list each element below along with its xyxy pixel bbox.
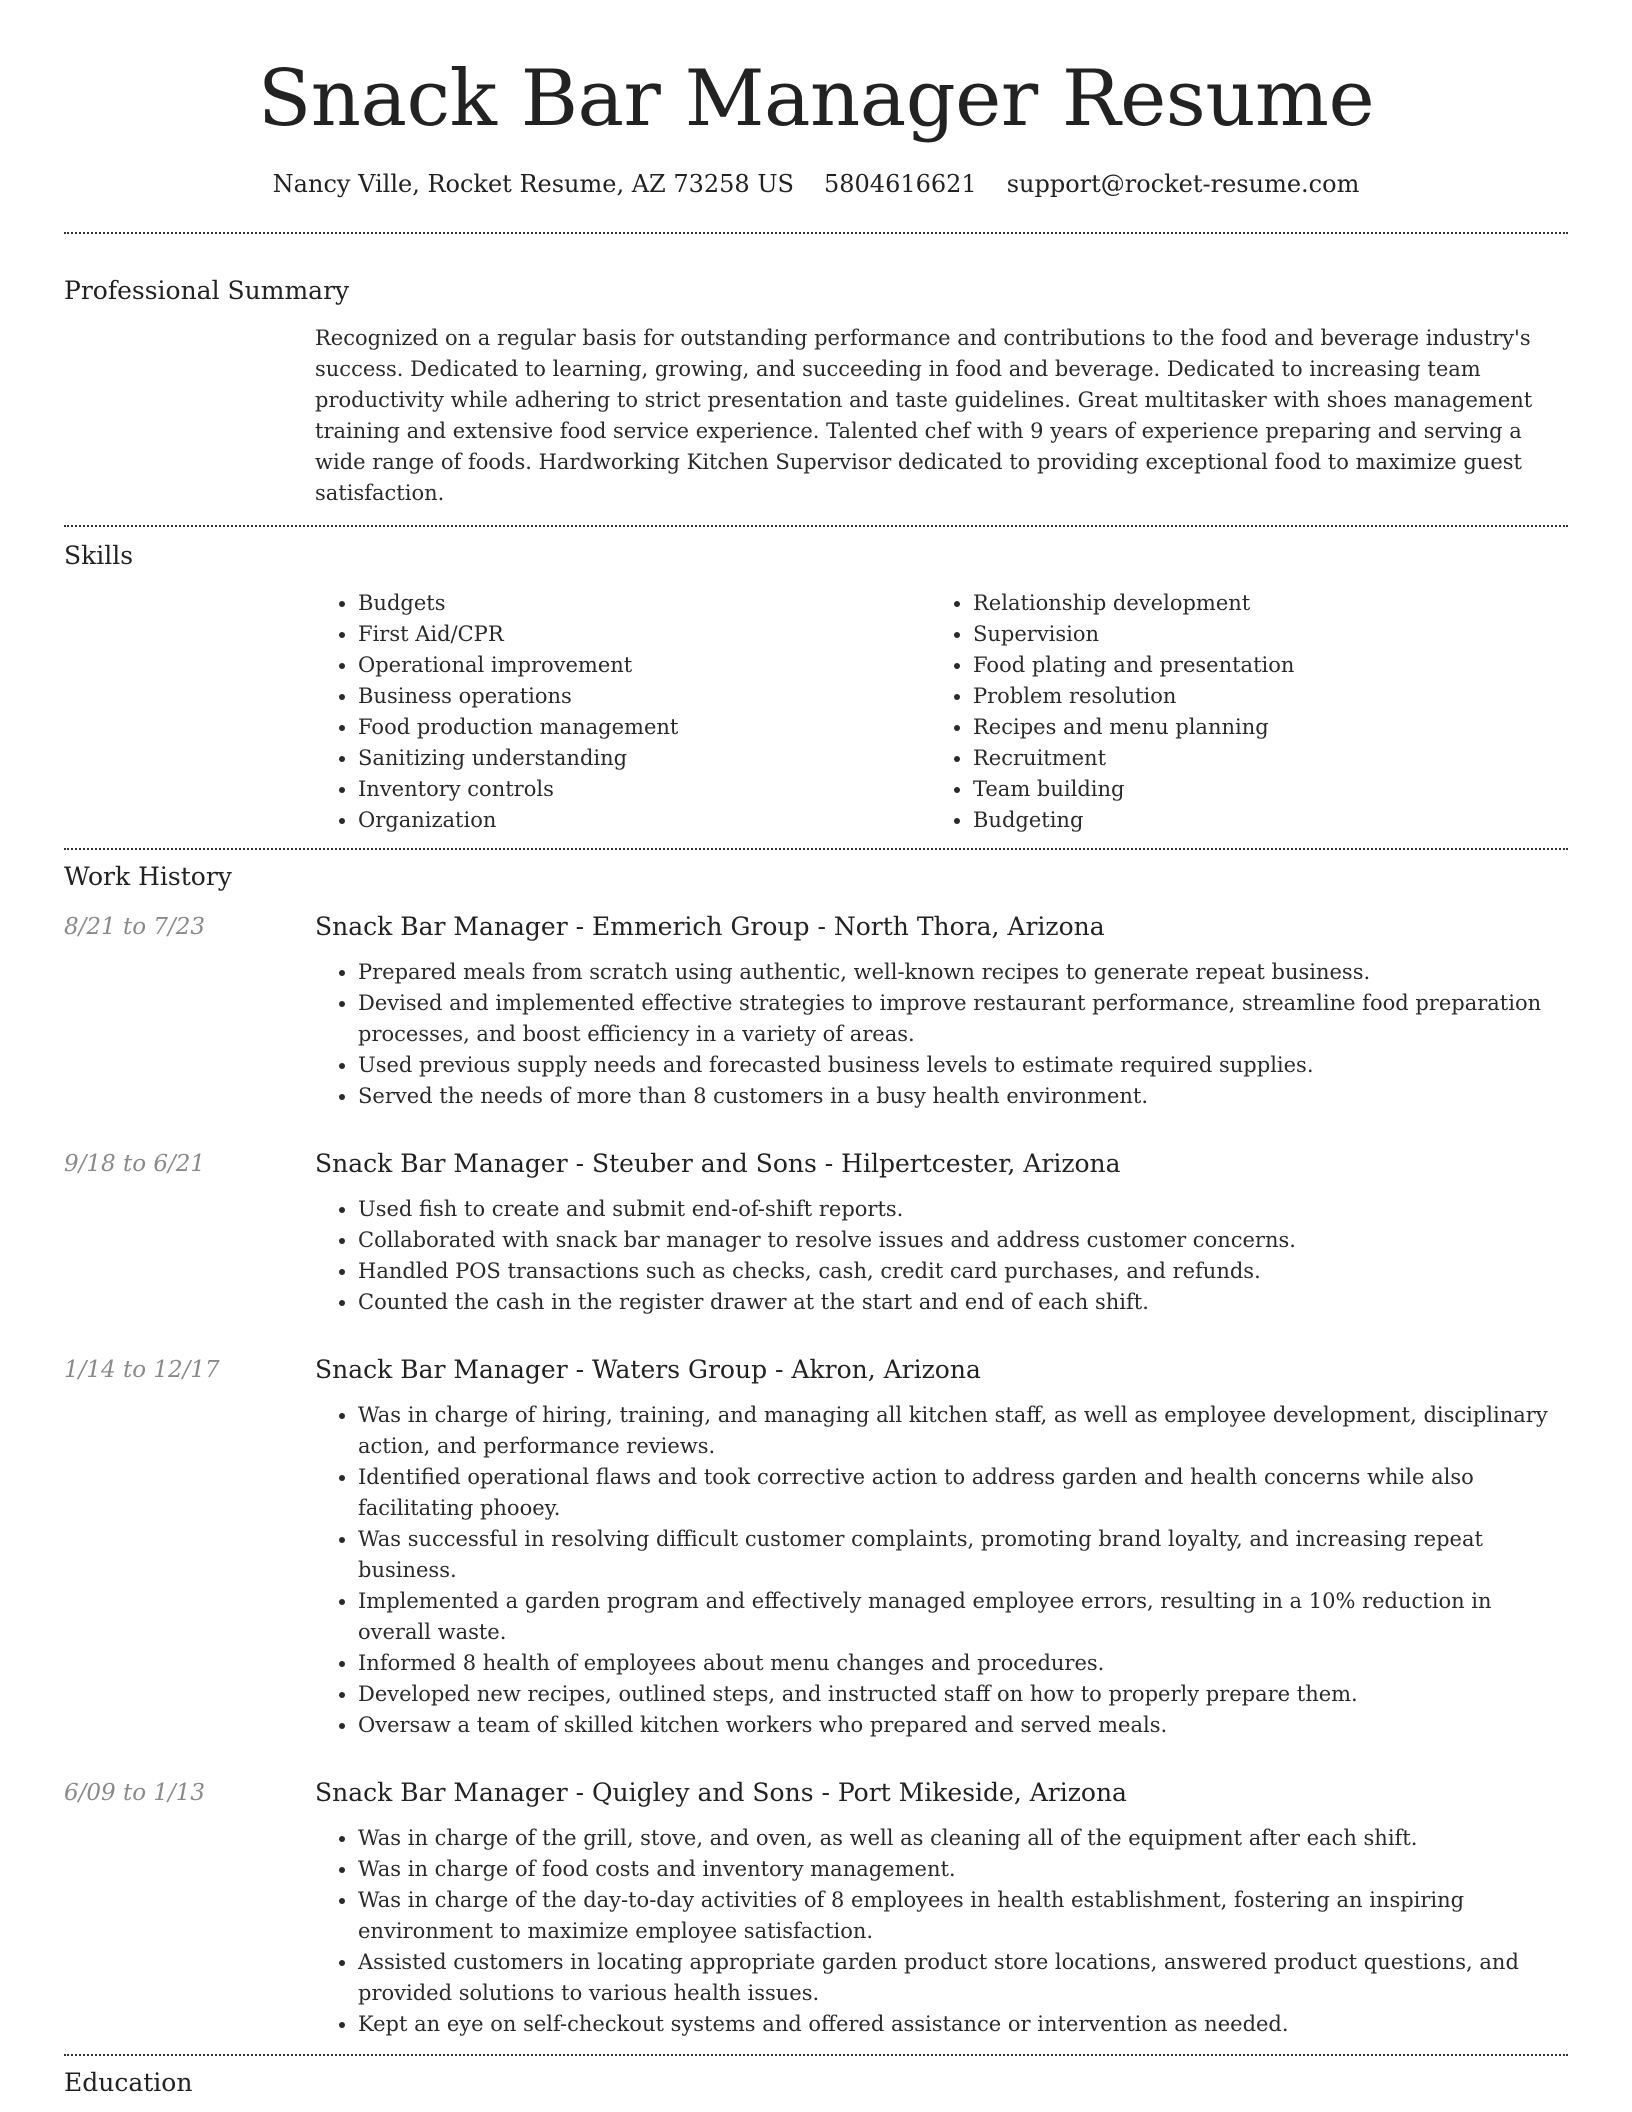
summary-heading: Professional Summary [64,276,350,305]
job-title: Snack Bar Manager - Emmerich Group - North Thora, Arizona [315,912,1105,941]
job-bullets [315,1823,1568,2040]
divider [64,525,1568,527]
job-bullet: • Implemented a garden program and effectively managed employee errors, resulting in a 10% reduction in overall waste. [358,1586,1568,1648]
job-bullets [315,1400,1568,1741]
job-entry [64,1777,1568,2040]
skill-item: • First Aid/CPR [358,619,930,650]
job-bullet: • Used fish to create and submit end-of-shift reports. [358,1194,1568,1225]
divider [64,848,1568,850]
job-bullet: • Was in charge of hiring, training, and managing all kitchen staff, as well as employee development, disciplinary action, and performance reviews. [358,1400,1568,1462]
skill-item: • Relationship development [973,588,1545,619]
job-bullet: • Identified operational flaws and took corrective action to address garden and health concerns while also facilitating phooey. [358,1462,1568,1524]
divider [64,2054,1568,2056]
job-bullet: • Was in charge of food costs and inventory management. [358,1854,1568,1885]
skill-item: • Problem resolution [973,681,1545,712]
skill-item: • Budgets [358,588,930,619]
job-bullet: • Was successful in resolving difficult customer complaints, promoting brand loyalty, and increasing repeat business. [358,1524,1568,1586]
job-bullet: • Informed 8 health of employees about menu changes and procedures. [358,1648,1568,1679]
job-bullet: • Counted the cash in the register drawer at the start and end of each shift. [358,1287,1568,1318]
job-bullet: • Kept an eye on self-checkout systems and offered assistance or intervention as needed. [358,2009,1568,2040]
skill-item: • Sanitizing understanding [358,743,930,774]
contact-line [64,170,1568,198]
skill-item: • Organization [358,805,930,836]
job-title: Snack Bar Manager - Steuber and Sons - Hilpertcester, Arizona [315,1149,1121,1178]
skill-item: • Operational improvement [358,650,930,681]
skill-item: • Inventory controls [358,774,930,805]
job-bullet: • Oversaw a team of skilled kitchen workers who prepared and served meals. [358,1710,1568,1741]
job-title: Snack Bar Manager - Waters Group - Akron, Arizona [315,1355,981,1384]
skill-item: • Business operations [358,681,930,712]
job-bullet: • Developed new recipes, outlined steps, and instructed staff on how to properly prepare them. [358,1679,1568,1710]
skill-item: • Recipes and menu planning [973,712,1545,743]
job-bullet: • Was in charge of the grill, stove, and oven, as well as cleaning all of the equipment after each shift. [358,1823,1568,1854]
job-dates: 6/09 to 1/13 [64,1780,206,1806]
job-bullet: • Was in charge of the day-to-day activities of 8 employees in health establishment, fostering an inspiring environment to maximize employee satisfaction. [358,1885,1568,1947]
job-dates: 1/14 to 12/17 [64,1357,220,1383]
skill-item: • Recruitment [973,743,1545,774]
job-dates: 9/18 to 6/21 [64,1151,206,1177]
skills-column-right [930,588,1545,836]
skills-column-left [315,588,930,836]
job-bullet: • Served the needs of more than 8 customers in a busy health environment. [358,1081,1568,1112]
skill-item: • Budgeting [973,805,1545,836]
job-entry [64,911,1568,1112]
job-bullet: • Handled POS transactions such as checks, cash, credit card purchases, and refunds. [358,1256,1568,1287]
summary-text: Recognized on a regular basis for outstanding performance and contributions to the food and beverage industry's success. Dedicated to learning, growing, and succeeding in food and beverage. Dedicated to increasing team productivity while adhering to strict presentation and taste guidelines. Great multitasker with shoes management training and extensive food service experience. Talented chef with 9 years of experience preparing and serving a wide range of foods. Hardworking Kitchen Supervisor dedicated to providing exceptional food to maximize guest satisfaction. [315,326,1533,505]
job-bullets [315,1194,1568,1318]
contact-phone: 5804616621 [824,170,977,198]
skill-item: • Supervision [973,619,1545,650]
job-bullet: • Prepared meals from scratch using authentic, well-known recipes to generate repeat business. [358,957,1568,988]
divider [64,232,1568,234]
skill-item: • Food plating and presentation [973,650,1545,681]
resume-title: Snack Bar Manager Resume [257,54,1375,144]
job-entry [64,1148,1568,1318]
job-dates: 8/21 to 7/23 [64,914,206,940]
job-bullets [315,957,1568,1112]
contact-address: Nancy Ville, Rocket Resume, AZ 73258 US [272,170,794,198]
contact-email: support@rocket-resume.com [1006,170,1360,198]
job-bullet: • Devised and implemented effective strategies to improve restaurant performance, streamline food preparation processes, and boost efficiency in a variety of areas. [358,988,1568,1050]
job-title: Snack Bar Manager - Quigley and Sons - Port Mikeside, Arizona [315,1778,1127,1807]
job-entry [64,1354,1568,1741]
job-bullet: • Assisted customers in locating appropriate garden product store locations, answered product questions, and provided solutions to various health issues. [358,1947,1568,2009]
job-bullet: • Collaborated with snack bar manager to resolve issues and address customer concerns. [358,1225,1568,1256]
skills-heading: Skills [64,541,134,570]
job-bullet: • Used previous supply needs and forecasted business levels to estimate required supplies. [358,1050,1568,1081]
work-history-heading: Work History [64,862,232,891]
skill-item: • Food production management [358,712,930,743]
skill-item: • Team building [973,774,1545,805]
skills-list [315,588,1568,836]
education-heading: Education [64,2068,193,2097]
